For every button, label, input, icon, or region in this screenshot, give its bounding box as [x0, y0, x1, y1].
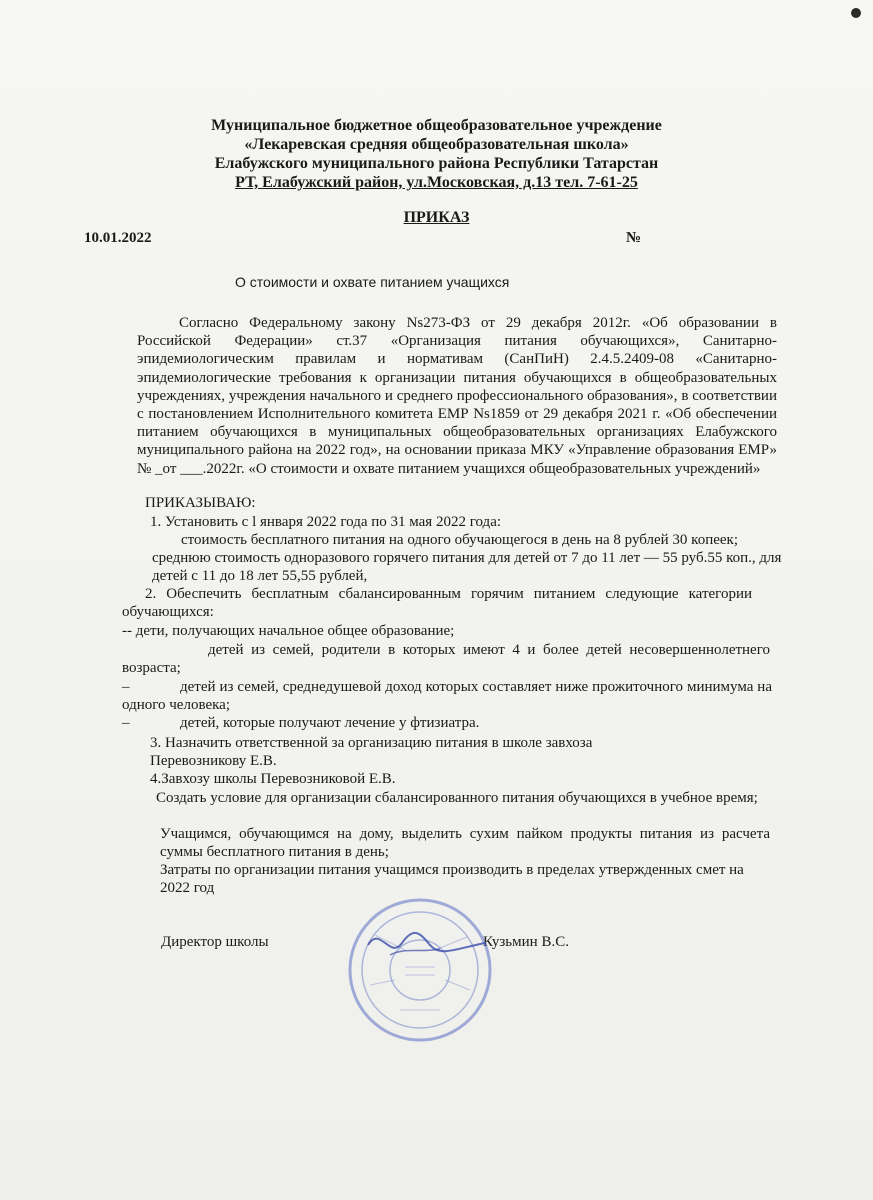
signature-position: Директор школы: [161, 934, 269, 950]
item-4-c: Затраты по организации питания учащимся производить в пределах утвержденных смет на 2022 год: [160, 862, 744, 897]
decree-word: ПРИКАЗЫВАЮ:: [145, 495, 256, 511]
item-2-d-dash: –: [122, 715, 130, 731]
item-2-c-dash: –: [122, 679, 130, 695]
header-line-3: Елабужского муниципального района Республики Татарстан: [214, 155, 659, 172]
signature-name: Кузьмин В.С.: [483, 934, 569, 950]
order-date: 10.01.2022: [84, 230, 152, 246]
item-4-b: Учащимся, обучающимся на дому, выделить сухим пайком продукты питания из расчета суммы бесплатного питания в день;: [160, 826, 770, 861]
item-2-c: детей из семей, среднедушевой доход которых составляет ниже прожиточного минимума на одного человека;: [122, 679, 772, 714]
scan-mark: [851, 8, 861, 18]
order-subject: О стоимости и охвате питанием учащихся: [235, 274, 510, 290]
item-3-b: Перевозникову Е.В.: [150, 753, 277, 769]
header-line-4: РТ, Елабужский район, ул.Московская, д.13 тел. 7-61-25: [235, 174, 638, 191]
item-1: 1. Установить с l января 2022 года по 31 мая 2022 года:: [150, 514, 502, 530]
header-line-4-wrap: [0, 173, 873, 192]
preamble: Согласно Федеральному закону Ns273-ФЗ от 29 декабря 2012г. «Об образовании в Российской Федерации» ст.37 «Организация питания обучающихся», Санитарно-эпидемиологическим правилам и нормативам (СанПиН) 2.4.5.2409-08 «Санитарно-эпидемиологические требования к организации питания обучающихся в общеобразовательных учреждениях, учреждения начального и среднего профессионального образования», в соответствии с постановлением Исполнительного комитета ЕМР Ns1859 от 29 декабря 2021 г. «Об обеспечении питанием обучающихся в муниципальных общеобразовательных организациях Елабужского муниципального района на 2022 год», на основании приказа МКУ «Управление образования ЕМР» № _от ___.2022г. «О стоимости и охвате питанием учащихся общеобразовательных учреждений»: [137, 315, 777, 477]
handwritten-signature-icon: [360, 915, 490, 975]
item-4-a: Создать условие для организации сбалансированного питания обучающихся в учебное время;: [156, 790, 758, 806]
item-2-a: -- дети, получающих начальное общее образование;: [122, 623, 455, 639]
header-line-1: Муниципальное бюджетное общеобразовательное учреждение: [211, 117, 662, 134]
item-3: 3. Назначить ответственной за организацию питания в школе завхоза: [150, 735, 593, 751]
header-line-2: «Лекаревская средняя общеобразовательная школа»: [244, 136, 629, 153]
item-2-b: детей из семей, родители в которых имеют 4 и более детей несовершеннолетнего возраста;: [122, 642, 770, 677]
order-number: №: [626, 230, 642, 246]
item-4: 4.Завхозу школы Перевозниковой Е.В.: [150, 771, 396, 787]
item-1-a: стоимость бесплатного питания на одного обучающегося в день на 8 рублей 30 копеек;: [181, 532, 738, 548]
item-2-d: детей, которые получают лечение у фтизиатра.: [180, 715, 480, 731]
order-title: ПРИКАЗ: [403, 209, 470, 226]
item-2: 2. Обеспечить бесплатным сбалансированным горячим питанием следующие категории обучающихся:: [122, 586, 752, 621]
item-1-b: среднюю стоимость одноразового горячего питания для детей от 7 до 11 лет — 55 руб.55 коп., для детей с 11 до 18 лет 55,55 рублей,: [152, 550, 782, 585]
